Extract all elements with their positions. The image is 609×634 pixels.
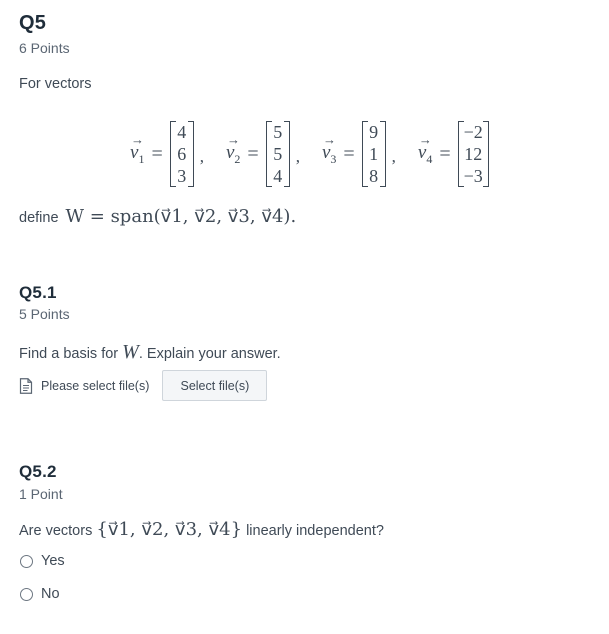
vector-v1: → $v_1$ = 4 6 3 , bbox=[130, 122, 204, 186]
vector-v1-matrix bbox=[170, 121, 194, 187]
matrix-entry: 3 bbox=[177, 166, 187, 186]
matrix-entry: 12 bbox=[464, 144, 483, 164]
vector-v2: → $v_2$ = 5 5 4 , bbox=[225, 122, 300, 186]
vector-v4-name: → $v_4$ bbox=[417, 131, 433, 166]
q5-points: 6 Points bbox=[19, 40, 70, 56]
q5-1-prompt bbox=[19, 341, 281, 364]
q5-1-prompt-prefix: Find a basis for bbox=[19, 346, 119, 362]
q5-2-title: Q5.2 bbox=[19, 462, 57, 481]
select-files-button[interactable]: Select file(s) bbox=[162, 370, 267, 401]
radio-button-icon[interactable] bbox=[20, 555, 33, 568]
vector-v1-name: → $v_1$ bbox=[130, 131, 145, 166]
option-no[interactable] bbox=[20, 586, 60, 602]
vector-v3-name: → $v_3$ bbox=[321, 131, 337, 166]
q5-intro: For vectors bbox=[19, 76, 92, 92]
q5-2-prompt-prefix: Are vectors bbox=[19, 523, 93, 539]
file-selection-label: Please select file(s) bbox=[41, 378, 150, 393]
matrix-entry: 5 bbox=[273, 122, 283, 142]
q5-2-prompt-suffix: linearly independent? bbox=[246, 523, 384, 539]
vector-v2-matrix bbox=[266, 121, 290, 187]
matrix-entry: 4 bbox=[273, 166, 283, 186]
option-yes-label[interactable]: Yes bbox=[41, 553, 65, 569]
matrix-entry: 5 bbox=[273, 144, 283, 164]
q5-2-points: 1 Point bbox=[19, 486, 63, 502]
q5-1-title: Q5.1 bbox=[19, 283, 57, 302]
q5-define bbox=[19, 206, 296, 227]
vector-v4: → $v_4$ = −2 12 −3 bbox=[418, 121, 489, 187]
vector-v3: → $v_3$ = 9 1 8 , bbox=[321, 122, 396, 186]
q5-title: Q5 bbox=[19, 12, 47, 34]
vector-v2-name: → $v_2$ bbox=[225, 131, 241, 166]
vector-definitions bbox=[130, 116, 489, 192]
q5-define-math: W = span(v⃗1, v⃗2, v⃗3, v⃗4). bbox=[65, 206, 297, 227]
radio-button-icon[interactable] bbox=[20, 588, 33, 601]
option-yes[interactable] bbox=[20, 553, 65, 569]
q5-1-points: 5 Points bbox=[19, 306, 70, 322]
matrix-entry: 8 bbox=[369, 166, 379, 186]
option-no-label[interactable]: No bbox=[41, 586, 60, 602]
q5-1-prompt-var: W bbox=[122, 341, 139, 363]
document-icon bbox=[19, 378, 33, 394]
q5-2-prompt bbox=[19, 519, 384, 540]
vector-v3-matrix bbox=[362, 121, 386, 187]
matrix-entry: −3 bbox=[463, 166, 483, 186]
q5-2-prompt-math: {v⃗1, v⃗2, v⃗3, v⃗4} bbox=[96, 519, 243, 540]
matrix-entry: 9 bbox=[369, 122, 379, 142]
q5-1-prompt-suffix: . Explain your answer. bbox=[138, 346, 281, 362]
file-upload-row bbox=[19, 370, 267, 401]
matrix-entry: 4 bbox=[177, 122, 187, 142]
matrix-entry: 1 bbox=[369, 144, 379, 164]
vector-v4-matrix bbox=[458, 121, 489, 187]
q5-define-prefix: define bbox=[19, 210, 59, 226]
matrix-entry: −2 bbox=[463, 122, 483, 142]
matrix-entry: 6 bbox=[177, 144, 187, 164]
